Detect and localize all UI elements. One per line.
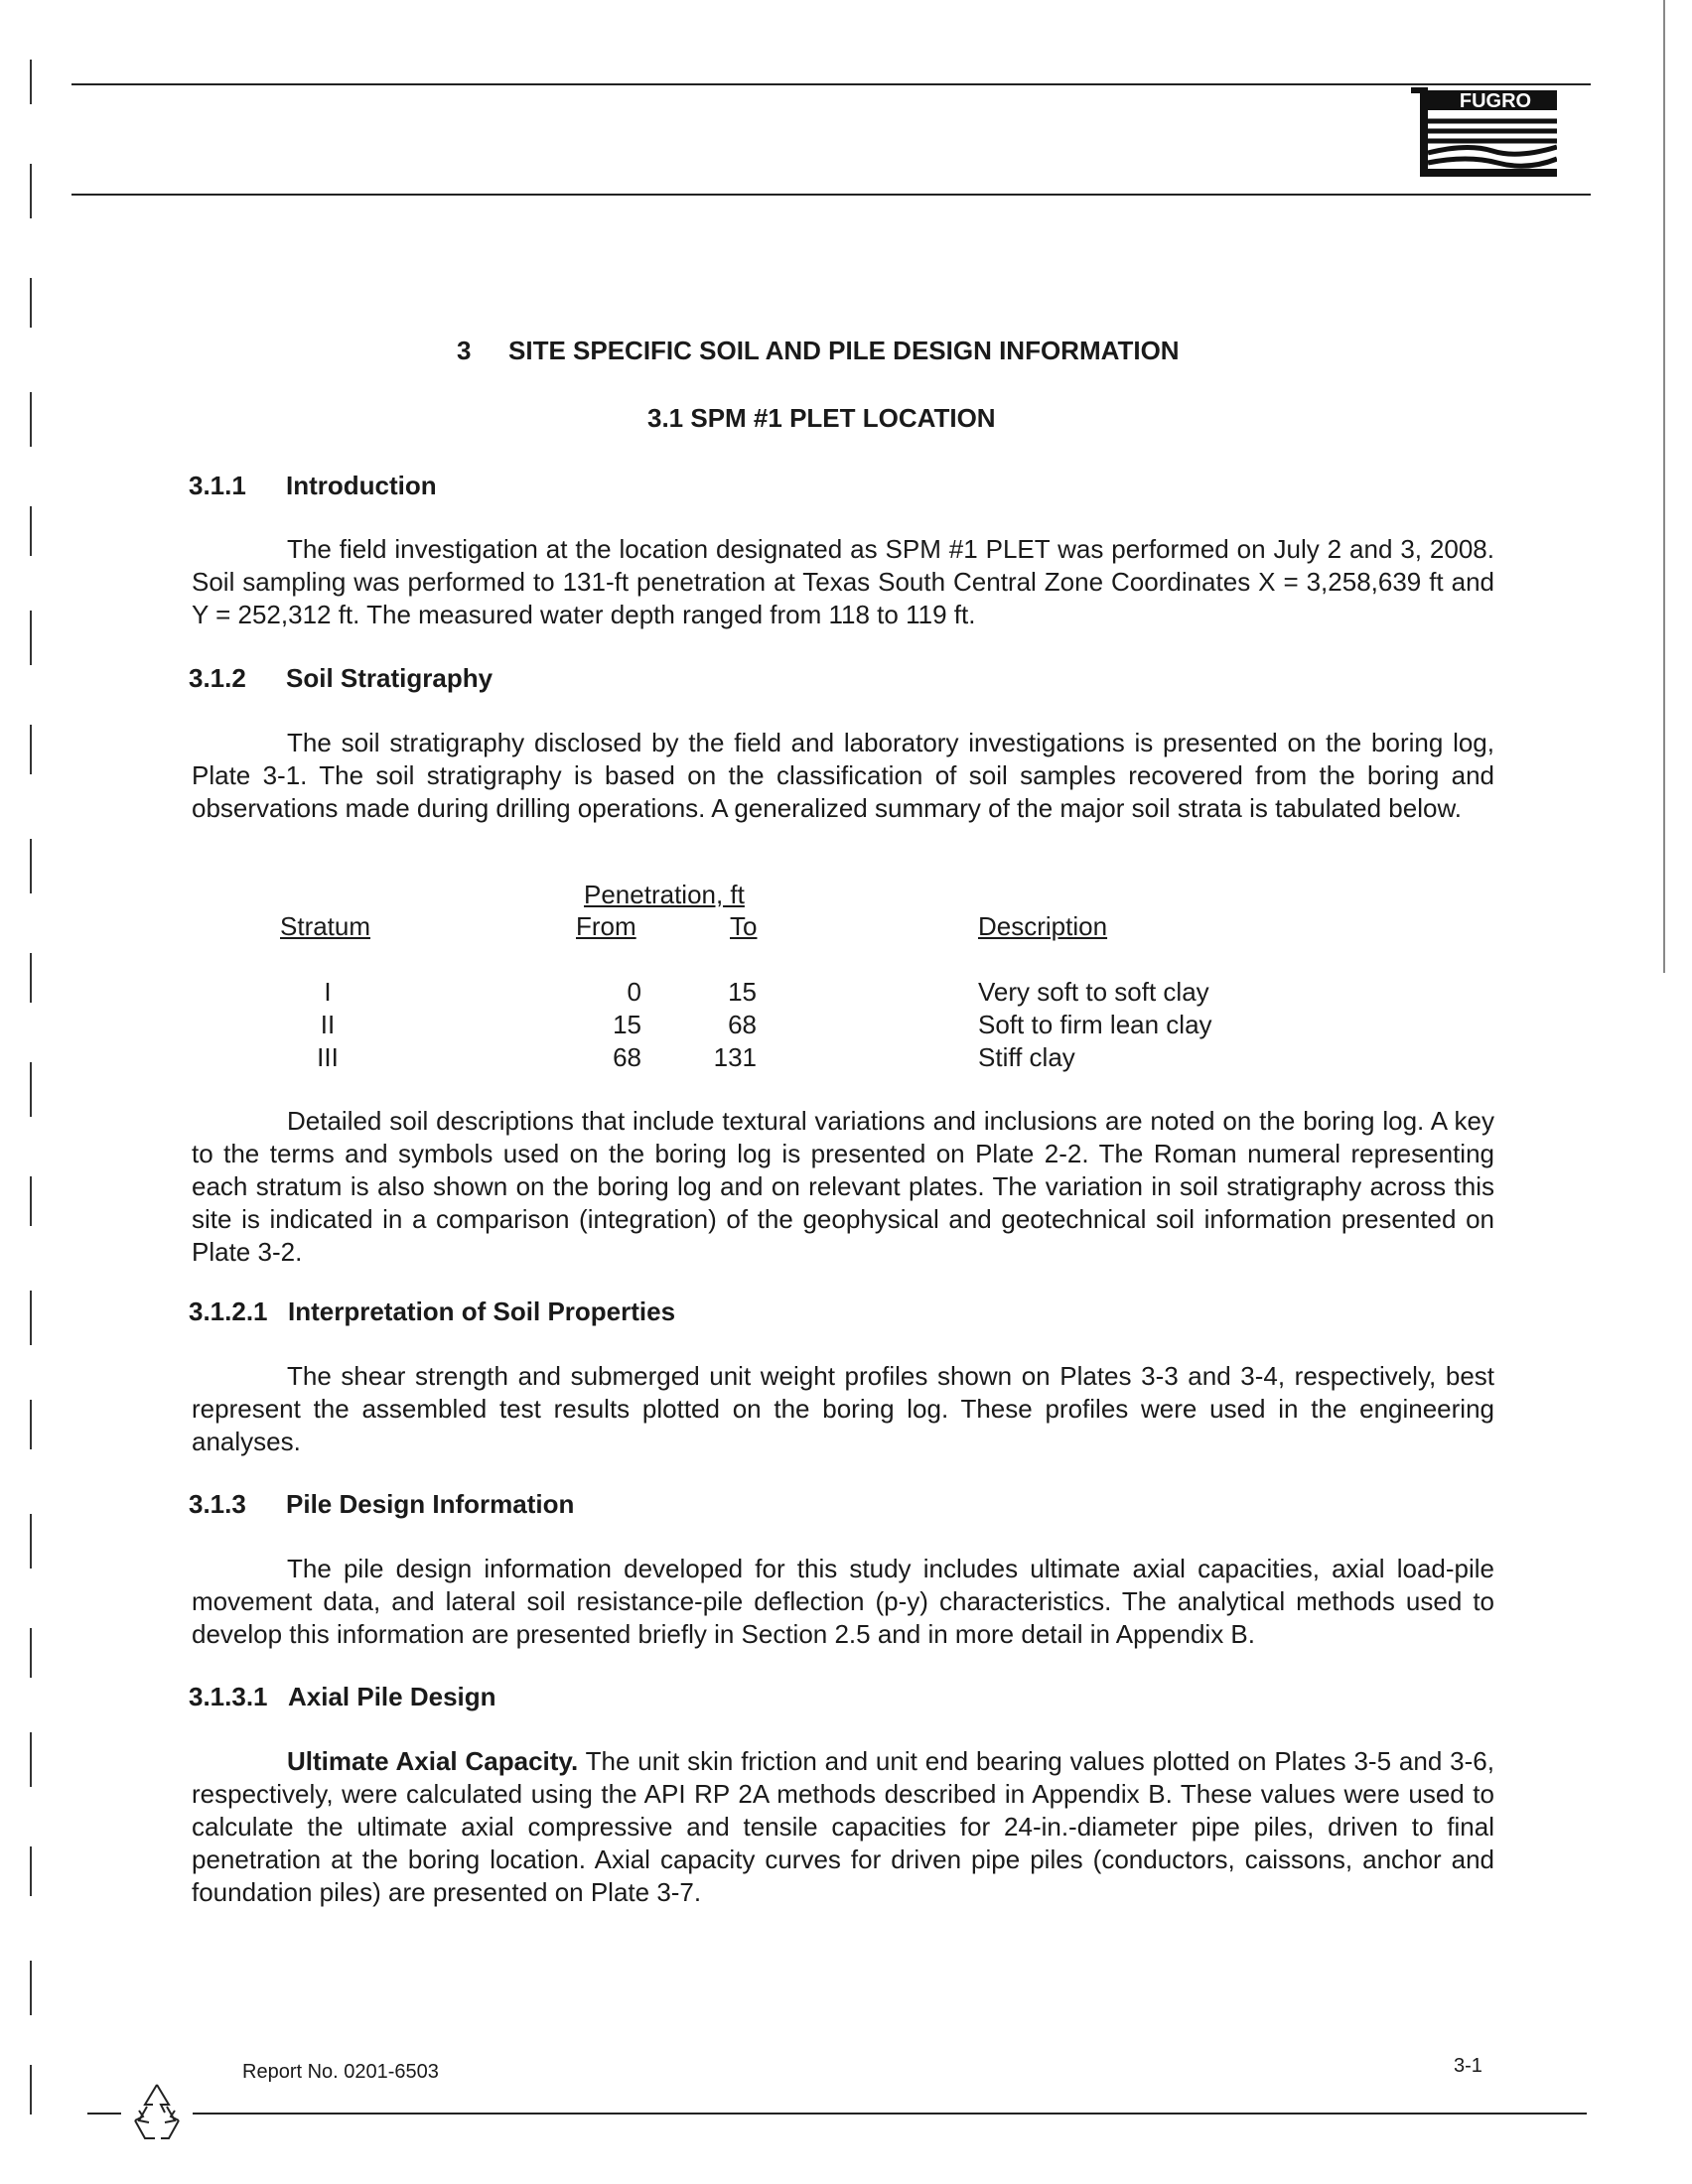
table-header-to: To xyxy=(730,911,758,941)
table-cell-to: 68 xyxy=(728,1010,757,1039)
table-cell-stratum: I xyxy=(324,977,332,1007)
header-bottom-rule xyxy=(71,194,1591,196)
binder-mark xyxy=(30,1628,32,1678)
heading-number: 3.1.3 xyxy=(189,1489,246,1519)
fugro-logo-mark xyxy=(1408,87,1557,177)
paragraph-axial-capacity xyxy=(192,1745,1494,1909)
table-cell-from: 68 xyxy=(613,1042,641,1072)
binder-mark xyxy=(30,1062,32,1117)
chapter-heading xyxy=(457,336,1180,366)
binder-mark xyxy=(30,839,32,893)
section-heading: 3.1 SPM #1 PLET LOCATION xyxy=(647,403,996,433)
binder-mark xyxy=(30,725,32,774)
binder-mark xyxy=(30,2065,32,2115)
binder-mark xyxy=(30,611,32,665)
paragraph-soil-properties xyxy=(192,1360,1494,1458)
table-cell-description: Very soft to soft clay xyxy=(978,977,1209,1007)
binder-mark xyxy=(30,1732,32,1787)
binder-mark xyxy=(30,953,32,1003)
binder-mark xyxy=(30,1291,32,1345)
table-header-stratum: Stratum xyxy=(280,911,371,941)
binder-mark xyxy=(30,60,32,104)
chapter-title: SITE SPECIFIC SOIL AND PILE DESIGN INFORMATION xyxy=(508,336,1180,365)
table-cell-to: 15 xyxy=(728,977,757,1007)
paragraph-stratigraphy-details xyxy=(192,1105,1494,1269)
table-header-description: Description xyxy=(978,911,1108,941)
recycle-symbol xyxy=(121,2077,193,2148)
paragraph-text: The field investigation at the location designated as SPM #1 PLET was performed on July 2 and 3, 2008. Soil sampling was performed to 131-ft penetration at Texas South Central Zone Coordinates X = 3,258,639 ft and Y = 252,312 ft. The measured water depth ranged from 118 to 119 ft. xyxy=(192,534,1494,629)
binder-mark xyxy=(30,1176,32,1226)
paragraph-text: The pile design information developed for this study includes ultimate axial capacities, axial load-pile movement data, and lateral soil resistance-pile deflection (p-y) characteristics. The analytical methods used to develop this information are presented briefly in Section 2.5 and in more detail in Appendix B. xyxy=(192,1554,1494,1649)
paragraph-stratigraphy xyxy=(192,727,1494,825)
table-cell-to: 131 xyxy=(713,1042,757,1072)
page-number: 3-1 xyxy=(1454,2055,1482,2077)
heading-number: 3.1.3.1 xyxy=(189,1682,268,1711)
table-group-header: Penetration, ft xyxy=(584,880,745,909)
heading-3-1-2-1 xyxy=(189,1297,675,1327)
page-edge-line xyxy=(1663,0,1665,973)
binder-mark xyxy=(30,164,32,218)
heading-title: Introduction xyxy=(286,471,437,500)
heading-3-1-3-1 xyxy=(189,1682,496,1712)
binder-mark xyxy=(30,1400,32,1449)
heading-3-1-1 xyxy=(189,471,437,501)
table-header-from: From xyxy=(576,911,636,941)
binder-mark xyxy=(30,392,32,447)
table-cell-from: 15 xyxy=(613,1010,641,1039)
chapter-number: 3 xyxy=(457,336,472,365)
heading-title: Interpretation of Soil Properties xyxy=(288,1297,676,1326)
heading-title: Pile Design Information xyxy=(286,1489,575,1519)
binder-mark xyxy=(30,278,32,328)
heading-number: 3.1.1 xyxy=(189,471,246,500)
paragraph-text: The soil stratigraphy disclosed by the field and laboratory investigations is presented on the boring log, Plate 3-1. The soil stratigraphy is based on the classification of soil samples recovered from the boring and observations made during drilling operations. A generalized summary of the major soil strata is tabulated below. xyxy=(192,728,1494,823)
report-number: Report No. 0201-6503 xyxy=(242,2061,439,2083)
table-cell-stratum: III xyxy=(317,1042,339,1072)
paragraph-text: The unit skin friction and unit end bearing values plotted on Plates 3-5 and 3-6, respectively, were calculated using the API RP 2A methods described in Appendix B. These values were used to calculate the ultimate axial compressive and tensile capacities for 24-in.-diameter pipe piles, driven to final penetration at the boring location. Axial capacity curves for driven pipe piles (conductors, caissons, anchor and foundation piles) are presented on Plate 3-7. xyxy=(192,1746,1494,1907)
paragraph-introduction xyxy=(192,533,1494,631)
heading-title: Soil Stratigraphy xyxy=(286,663,494,693)
heading-title: Axial Pile Design xyxy=(288,1682,496,1711)
recycle-icon xyxy=(121,2077,193,2148)
heading-number: 3.1.2.1 xyxy=(189,1297,268,1326)
paragraph-text: Detailed soil descriptions that include textural variations and inclusions are noted on the boring log. A key to the terms and symbols used on the boring log is presented on Plate 2-2. The Roman numeral representing each stratum is also shown on the boring log and on relevant plates. The variation in soil stratigraphy across this site is indicated in a comparison (integration) of the geophysical and geotechnical soil information presented on Plate 3-2. xyxy=(192,1106,1494,1267)
table-cell-stratum: II xyxy=(320,1010,336,1039)
binder-mark xyxy=(30,1961,32,2015)
paragraph-lead-in: Ultimate Axial Capacity. xyxy=(287,1746,579,1776)
heading-number: 3.1.2 xyxy=(189,663,246,693)
binder-mark xyxy=(30,1514,32,1569)
header-top-rule xyxy=(71,83,1591,85)
table-cell-description: Stiff clay xyxy=(978,1042,1075,1072)
heading-3-1-3 xyxy=(189,1489,574,1520)
heading-3-1-2 xyxy=(189,663,493,694)
footer-rule xyxy=(87,2113,1587,2115)
binder-mark xyxy=(30,506,32,556)
fugro-logo xyxy=(1408,87,1557,177)
table-cell-from: 0 xyxy=(627,977,641,1007)
binder-mark xyxy=(30,1846,32,1896)
paragraph-pile-design xyxy=(192,1553,1494,1651)
paragraph-text: The shear strength and submerged unit weight profiles shown on Plates 3-3 and 3-4, respectively, best represent the assembled test results plotted on the boring log. These profiles were used in the engineering analyses. xyxy=(192,1361,1494,1456)
table-cell-description: Soft to firm lean clay xyxy=(978,1010,1212,1039)
svg-text:FUGRO: FUGRO xyxy=(1459,90,1532,112)
